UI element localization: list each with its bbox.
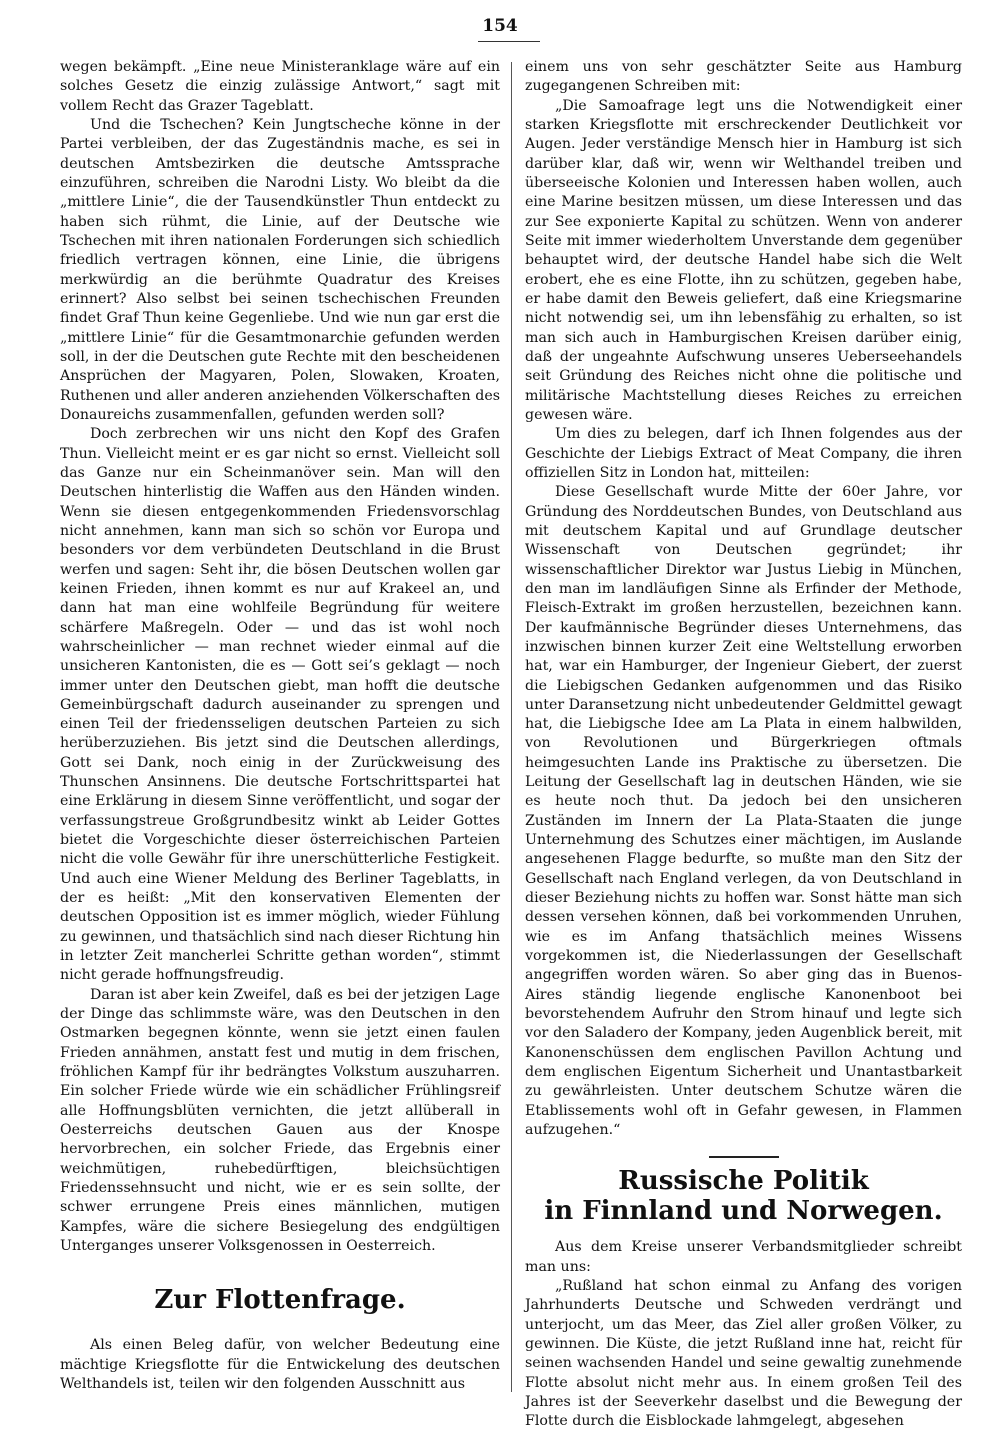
heading-line: in Finnland und Norwegen. [544, 1196, 943, 1227]
section-rule [709, 1156, 779, 1158]
paragraph: Und die Tschechen? Kein Jungtscheche könne in der Partei verbleiben, der das Zugeständnis mache, es sei in deutschen Amtsbezirken die deutsche Amtssprache einzuführen, schreiben die Narodni Listy. Wo bleibt da die „mittlere Linie“, die der Tausendkünstler Thun entdeckt zu haben sich rühmt, die Linie, auf der Deutsche wie Tschechen mit ihren nationalen Forderungen sich schiedlich friedlich vertragen können, eine Linie, die übrigens merkwürdig an die berühmte Quadratur des Kreises erinnert? Also selbst bei seinen tschechischen Freunden findet Graf Thun keine Gegenliebe. Und wie nun gar erst die „mittlere Linie“ für die Gesamtmonarchie gefunden werden soll, in der die Deutschen gute Rechte mit den bescheidenen Ansprüchen der Magyaren, Polen, Slowaken, Kroaten, Ruthenen und aller anderen anziehenden Völkerschaften des Donaureichs zusammenfallen, gefunden werden soll? [60, 116, 500, 423]
right-column [525, 58, 962, 1432]
paragraph: Doch zerbrechen wir uns nicht den Kopf des Grafen Thun. Vielleicht meint er es gar nicht so ernst. Vielleicht soll das Ganze nur ein Scheinmanöver sein. Man will den Deutschen hinterlistig die Waffen aus den Händen winden. Wenn sie diesen entgegenkommenden Friedensvorschlag nicht annehmen, kann man sich so schön vor Europa und besonders vor dem verbündeten Deutschland in die Brust werfen und sagen: Seht ihr, die bösen Deutschen wollen gar keinen Frieden, ihnen kommt es nur auf Krakeel an, und dann hat man eine wohlfeile Begründung für weitere schärfere Maßregeln. Oder — und das ist wohl noch wahrscheinlicher — man rechnet wieder einmal auf die unsicheren Kantonisten, die es — Gott sei’s geklagt — noch immer unter den Deutschen giebt, man hofft die deutsche Gemeinbürgschaft dadurch auseinander zu sprengen und einen Teil der friedensseligen deutschen Parteien zu sich herüberzuziehen. Bis jetzt sind die Deutschen allerdings, Gott sei Dank, noch einig in der Zurückweisung des Thunschen Ansinnens. Die deutsche Fortschrittspartei hat eine Erklärung in diesem Sinne veröffentlicht, und sogar der verfassungstreue Großgrundbesitz winkt ab Leider Gottes bietet die Vorgeschichte dieser österreichischen Parteien nicht die volle Gewähr für ihre unerschütterliche Festigkeit. Und auch eine Wiener Meldung des Berliner Tageblatts, in der es heißt: „Mit den konservativen Elementen der deutschen Opposition ist es immer möglich, wieder Fühlung zu gewinnen, und thatsächlich sind nach dieser Richtung hin in letzter Zeit mancherlei Schritte gethan worden“, stimmt nicht gerade hoffnungsfreudig. [60, 426, 500, 984]
paragraph: „Rußland hat schon einmal zu Anfang des vorigen Jahrhunderts Deutsche und Schweden verdrängt und unterjocht, um das Meer, das Ziel aller großen Völker, zu gewinnen. Die Küste, die jetzt Rußland inne hat, reicht für seinen wachsenden Handel und seine gewaltig zunehmende Flotte absolut nicht mehr aus. In einem großen Teil des Jahres ist der Seeverkehr daselbst und die Bewegung der Flotte durch die Eisblockade lahmgelegt, abgesehen [525, 1278, 962, 1430]
paragraph: Um dies zu belegen, darf ich Ihnen folgendes aus der Geschichte der Liebigs Extract of Meat Company, die ihren offiziellen Sitz in London hat, mitteilen: [525, 426, 962, 481]
section-heading-flottenfrage: Zur Flottenfrage. [154, 1285, 406, 1316]
paragraph: Aus dem Kreise unserer Verbandsmitglieder schreibt man uns: [525, 1239, 962, 1275]
paragraph: Daran ist aber kein Zweifel, daß es bei der jetzigen Lage der Dinge das schlimmste wäre, was den Deutschen in den Ostmarken begegnen könnte, wenn sie jetzt einen faulen Frieden annähmen, anstatt fest und mutig in dem frischen, fröhlichen Kampf für ihr bedrängtes Volkstum auszuharren. Ein solcher Friede würde wie ein schädlicher Frühlingsreif alle Hoffnungsblüten vernichten, die jetzt allüberall in Oesterreichs deutschen Gauen aus der Knospe hervorbrechen, ein solcher Friede, das Ergebnis einer weichmütigen, ruhebedürftigen, bleichsüchtigen Friedenssehnsucht und nicht, wie er es sein sollte, der schwer errungene Preis eines männlichen, mutigen Kampfes, wäre die sichere Besiegelung des endgültigen Unterganges unserer Volksgenossen in Oesterreich. [60, 986, 500, 1255]
column-divider [511, 62, 512, 1392]
page-number-rule [478, 41, 540, 42]
paragraph: wegen bekämpft. „Eine neue Ministeranklage wäre auf ein solches Gesetz die einzig zulässige Antwort,“ sagt mit vollem Recht das Grazer Tageblatt. [60, 59, 500, 114]
page-number: 154 [482, 16, 518, 36]
paragraph: einem uns von sehr geschätzter Seite aus Hamburg zugegangenen Schreiben mit: [525, 59, 962, 95]
section-heading-russische-politik [525, 1166, 962, 1226]
left-column [60, 58, 500, 1394]
paragraph: „Die Samoafrage legt uns die Notwendigkeit einer starken Kriegsflotte mit erschreckender Deutlichkeit vor Augen. Jeder verständige Mensch hier in Hamburg ist sich darüber klar, daß wir, wenn wir Welthandel treiben und überseeische Kolonien und Interessen haben wollen, auch eine Marine besitzen müssen, um diese Interessen und das zur See exponierte Kapital zu schützen. Wenn von anderer Seite mit immer wiederholtem Unverstande dem gegenüber behauptet wird, der deutsche Handel habe sich die Welt erobert, ehe es eine Flotte, ihn zu schützen, gegeben habe, er habe damit den Beweis geliefert, daß eine Kriegsmarine nicht notwendig sei, um ihn lebensfähig zu erhalten, so ist man sich auch in Hamburgischen Kreisen darüber einig, daß der ungeahnte Aufschwung unseres Ueberseehandels seit Gründung des Reiches nicht ohne die politische und militärische Machtstellung dieses Reiches zu erreichen gewesen wäre. [525, 97, 962, 423]
paragraph: Als einen Beleg dafür, von welcher Bedeutung eine mächtige Kriegsflotte für die Entwickelung des deutschen Welthandels ist, teilen wir den folgenden Ausschnitt aus [60, 1337, 500, 1392]
paragraph: Diese Gesellschaft wurde Mitte der 60er Jahre, vor Gründung des Norddeutschen Bundes, von Deutschland aus mit deutschem Kapital und auf Grundlage deutscher Wissenschaft von Deutschen gegründet; ihr wissenschaftlicher Direktor war Justus Liebig in München, den man im landläufigen Sinne als Erfinder der Methode, Fleisch-Extrakt im großen herzustellen, bezeichnen kann. Der kaufmännische Begründer dieses Unternehmens, das inzwischen binnen kurzer Zeit eine Weltstellung erworben hat, war ein Hamburger, der Ingenieur Giebert, der zuerst die Liebigschen Gedanken aufgenommen und das Risiko unter Daransetzung nicht unbedeutender Geldmittel gewagt hat, die Liebigsche Idee am La Plata in einem halbwilden, von Revolutionen und Bürgerkriegen oftmals heimgesuchten Lande ins Praktische zu übersetzen. Die Leitung der Gesellschaft lag in deutschen Händen, wie sie es heute noch thut. Da jedoch bei den unsicheren Zuständen im Innern der La Plata-Staaten die junge Unternehmung des Schutzes einer mächtigen, im Auslande angesehenen Flagge bedurfte, so mußte man den Sitz der Gesellschaft nach England verlegen, da von Deutschland in dieser Beziehung nichts zu hoffen war. Sonst hätte man sich dessen versehen können, daß bei vorkommenden Unruhen, wie es im Anfang thatsächlich meines Wissens vorgekommen ist, die Niederlassungen der Gesellschaft angegriffen worden wären. So aber ging das in Buenos-Aires ständig liegende englische Kanonenboot bei bevorstehendem Aufruhr den Strom hinauf und legte sich vor den Saladero der Kompany, jeden Augenblick bereit, mit Kanonenschüssen dem englischen Pavillon Achtung und dem englischen Eigentum Sicherheit und Unantastbarkeit zu gewährleisten. Unter deutschem Schutze wären die Etablissements wohl oft in Gefahr gewesen, in Flammen aufzugehen.“ [525, 484, 962, 1139]
heading-line: Russische Politik [618, 1166, 869, 1197]
